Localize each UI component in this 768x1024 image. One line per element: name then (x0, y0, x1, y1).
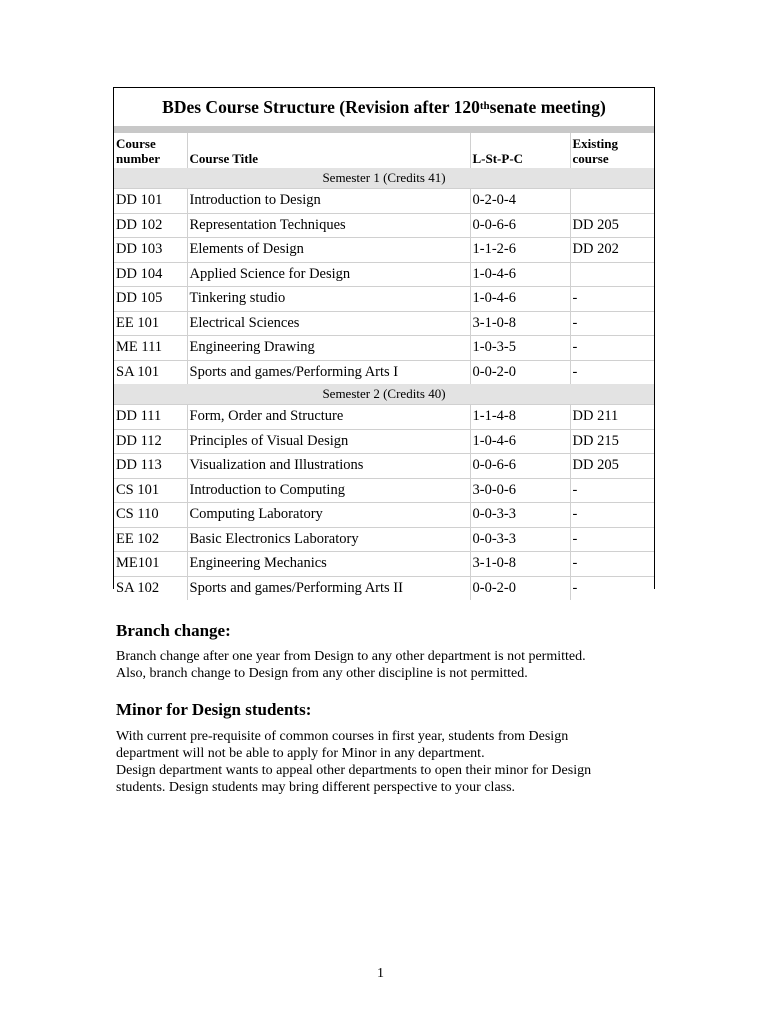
table-row (114, 527, 654, 552)
table-row (114, 360, 654, 384)
lstpc-cell: 0-0-6-6 (470, 213, 570, 238)
branch-change-heading: Branch change: (116, 621, 231, 640)
course-title-cell: Engineering Drawing (187, 336, 470, 361)
existing-course-cell: - (570, 576, 654, 600)
existing-course-cell: - (570, 478, 654, 503)
title-suffix: senate meeting) (489, 96, 606, 117)
lstpc-cell: 0-0-3-3 (470, 503, 570, 528)
table-row (114, 478, 654, 503)
course-title-cell: Form, Order and Structure (187, 405, 470, 430)
page-number: 1 (377, 966, 384, 981)
course-number-cell: DD 111 (114, 405, 187, 430)
branch-change-line-1: Branch change after one year from Design to any other department is not permitted. (116, 649, 586, 664)
course-title-cell: Basic Electronics Laboratory (187, 527, 470, 552)
minor-line-4: students. Design students may bring different perspective to your class. (116, 780, 516, 795)
course-number-cell: DD 101 (114, 189, 187, 214)
lstpc-cell: 3-1-0-8 (470, 552, 570, 577)
course-title-cell: Applied Science for Design (187, 262, 470, 287)
existing-course-cell: DD 205 (570, 454, 654, 479)
lstpc-cell: 1-0-4-6 (470, 429, 570, 454)
header-existing-course: Existing course (572, 136, 619, 166)
existing-course-cell: - (570, 527, 654, 552)
course-title-cell: Introduction to Design (187, 189, 470, 214)
existing-course-cell: - (570, 287, 654, 312)
existing-course-cell: DD 205 (570, 213, 654, 238)
semester-label: Semester 1 (Credits 41) (114, 168, 654, 189)
minor-line-3: Design department wants to appeal other departments to open their minor for Design (116, 763, 592, 778)
lstpc-cell: 1-0-4-6 (470, 287, 570, 312)
course-title-cell: Visualization and Illustrations (187, 454, 470, 479)
course-number-cell: CS 101 (114, 478, 187, 503)
lstpc-cell: 0-0-2-0 (470, 360, 570, 384)
course-title-cell: Sports and games/Performing Arts I (187, 360, 470, 384)
lstpc-cell: 0-0-2-0 (470, 576, 570, 600)
table-row (114, 311, 654, 336)
existing-course-cell: - (570, 311, 654, 336)
course-number-cell: ME 111 (114, 336, 187, 361)
course-title-cell: Introduction to Computing (187, 478, 470, 503)
existing-course-cell: - (570, 336, 654, 361)
table-row (114, 189, 654, 214)
semester-header-row (114, 384, 654, 405)
course-number-cell: SA 102 (114, 576, 187, 600)
course-number-cell: DD 103 (114, 238, 187, 263)
existing-course-cell: DD 202 (570, 238, 654, 263)
lstpc-cell: 1-1-4-8 (470, 405, 570, 430)
semester-header-row (114, 168, 654, 189)
course-number-cell: ME101 (114, 552, 187, 577)
existing-course-cell (570, 189, 654, 214)
branch-change-line-2: Also, branch change to Design from any other discipline is not permitted. (116, 666, 528, 681)
course-title-cell: Elements of Design (187, 238, 470, 263)
table-row (114, 429, 654, 454)
existing-course-cell: - (570, 503, 654, 528)
title-superscript: th (479, 100, 490, 112)
semester-label: Semester 2 (Credits 40) (114, 384, 654, 405)
course-title-cell: Computing Laboratory (187, 503, 470, 528)
course-number-cell: EE 101 (114, 311, 187, 336)
lstpc-cell: 1-0-4-6 (470, 262, 570, 287)
table-row (114, 454, 654, 479)
table-row (114, 238, 654, 263)
course-structure-table-frame (113, 87, 655, 596)
lstpc-cell: 0-2-0-4 (470, 189, 570, 214)
course-number-cell: CS 110 (114, 503, 187, 528)
existing-course-cell: - (570, 360, 654, 384)
table-row (114, 213, 654, 238)
course-number-cell: DD 105 (114, 287, 187, 312)
table-row (114, 287, 654, 312)
course-number-cell: EE 102 (114, 527, 187, 552)
minor-heading: Minor for Design students: (116, 700, 312, 719)
title-divider (114, 126, 654, 133)
course-title-cell: Tinkering studio (187, 287, 470, 312)
course-number-cell: DD 104 (114, 262, 187, 287)
lstpc-cell: 0-0-3-3 (470, 527, 570, 552)
existing-course-cell: DD 211 (570, 405, 654, 430)
course-number-cell: DD 113 (114, 454, 187, 479)
minor-line-1: With current pre-requisite of common courses in first year, students from Design (116, 729, 569, 744)
table-row (114, 552, 654, 577)
lstpc-cell: 3-0-0-6 (470, 478, 570, 503)
course-title-cell: Sports and games/Performing Arts II (187, 576, 470, 600)
course-title-cell: Representation Techniques (187, 213, 470, 238)
course-number-cell: DD 112 (114, 429, 187, 454)
course-number-cell: DD 102 (114, 213, 187, 238)
existing-course-cell: DD 215 (570, 429, 654, 454)
existing-course-cell: - (570, 552, 654, 577)
minor-line-2: department will not be able to apply for Minor in any department. (116, 746, 485, 761)
table-row (114, 336, 654, 361)
course-title-cell: Engineering Mechanics (187, 552, 470, 577)
header-lstpc: L-St-P-C (470, 133, 570, 168)
course-title-cell: Electrical Sciences (187, 311, 470, 336)
table-title (114, 88, 654, 126)
existing-course-cell (570, 262, 654, 287)
lstpc-cell: 1-0-3-5 (470, 336, 570, 361)
course-number-cell: SA 101 (114, 360, 187, 384)
header-course-number: Course number (114, 133, 187, 168)
course-title-cell: Principles of Visual Design (187, 429, 470, 454)
table-header-row (114, 133, 654, 168)
lstpc-cell: 1-1-2-6 (470, 238, 570, 263)
course-table (114, 133, 654, 600)
lstpc-cell: 0-0-6-6 (470, 454, 570, 479)
table-row (114, 405, 654, 430)
lstpc-cell: 3-1-0-8 (470, 311, 570, 336)
table-row (114, 503, 654, 528)
title-prefix: BDes Course Structure (Revision after 120 (162, 96, 480, 117)
table-row (114, 262, 654, 287)
table-row (114, 576, 654, 600)
header-course-title: Course Title (187, 133, 470, 168)
